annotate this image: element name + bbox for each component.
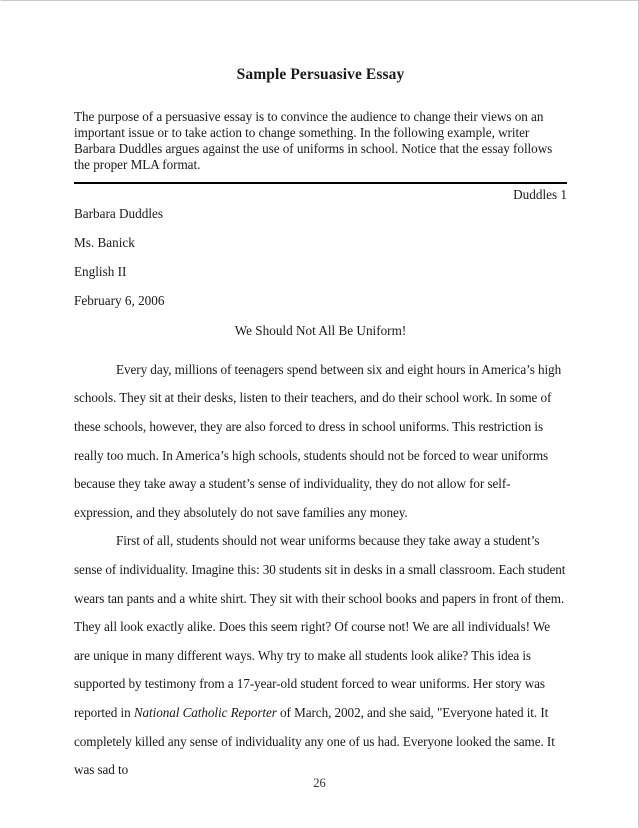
- page-title: Sample Persuasive Essay: [236, 66, 405, 83]
- text-run: First of all, students should not wear uniforms because they take away a student’s sense of individuality. Imagine this: 30 students sit in desks in a small classroom. Each student wears tan pants and a white shirt. They sit with their school books and papers in front of them. They all look exactly alike. Does this seem right? Of course not! We are all individuals! We are unique in many different ways. Why try to make all students look alike? This idea is supported by testimony from a 17-year-old student forced to wear uniforms. Her story was reported in: [74, 533, 566, 720]
- section-divider: [74, 182, 567, 184]
- text-run: Every day, millions of teenagers spend between six and eight hours in America’s high schools. They sit at their desks, listen to their teachers, and do their school work. In some of these schools, however, they are also forced to dress in school uniforms. This restriction is really too much. In America’s high schools, students should not be forced to wear uniforms because they take away a student’s sense of individuality, they do not allow for self-expression, and they absolutely do not save families any money.: [74, 361, 562, 520]
- heading-instructor: Ms. Banick: [74, 234, 135, 250]
- essay-body: [74, 356, 567, 785]
- intro-paragraph: The purpose of a persuasive essay is to convince the audience to change their views on an important issue or to take action to change something. In the following example, writer Barbara Duddles argues against the use of uniforms in school. Notice that the essay follows the proper MLA format.: [74, 108, 553, 173]
- essay-title: We Should Not All Be Uniform!: [234, 322, 407, 338]
- heading-author: Barbara Duddles: [74, 205, 163, 221]
- page-number: 26: [313, 776, 326, 790]
- body-paragraph-1: [74, 356, 567, 528]
- cited-work-title: National Catholic Reporter: [133, 704, 277, 720]
- running-head: Duddles 1: [513, 186, 567, 202]
- mla-heading-block: [74, 203, 567, 308]
- page-content: [74, 1, 567, 785]
- heading-date: February 6, 2006: [74, 292, 165, 308]
- body-paragraph-2: [74, 527, 567, 784]
- heading-course: English II: [74, 263, 127, 279]
- text-run: of March, 2002, and she said, "Everyone hated it. It completely killed any sense of individuality any one of us had. Everyone looked the same. It was sad to: [74, 704, 555, 778]
